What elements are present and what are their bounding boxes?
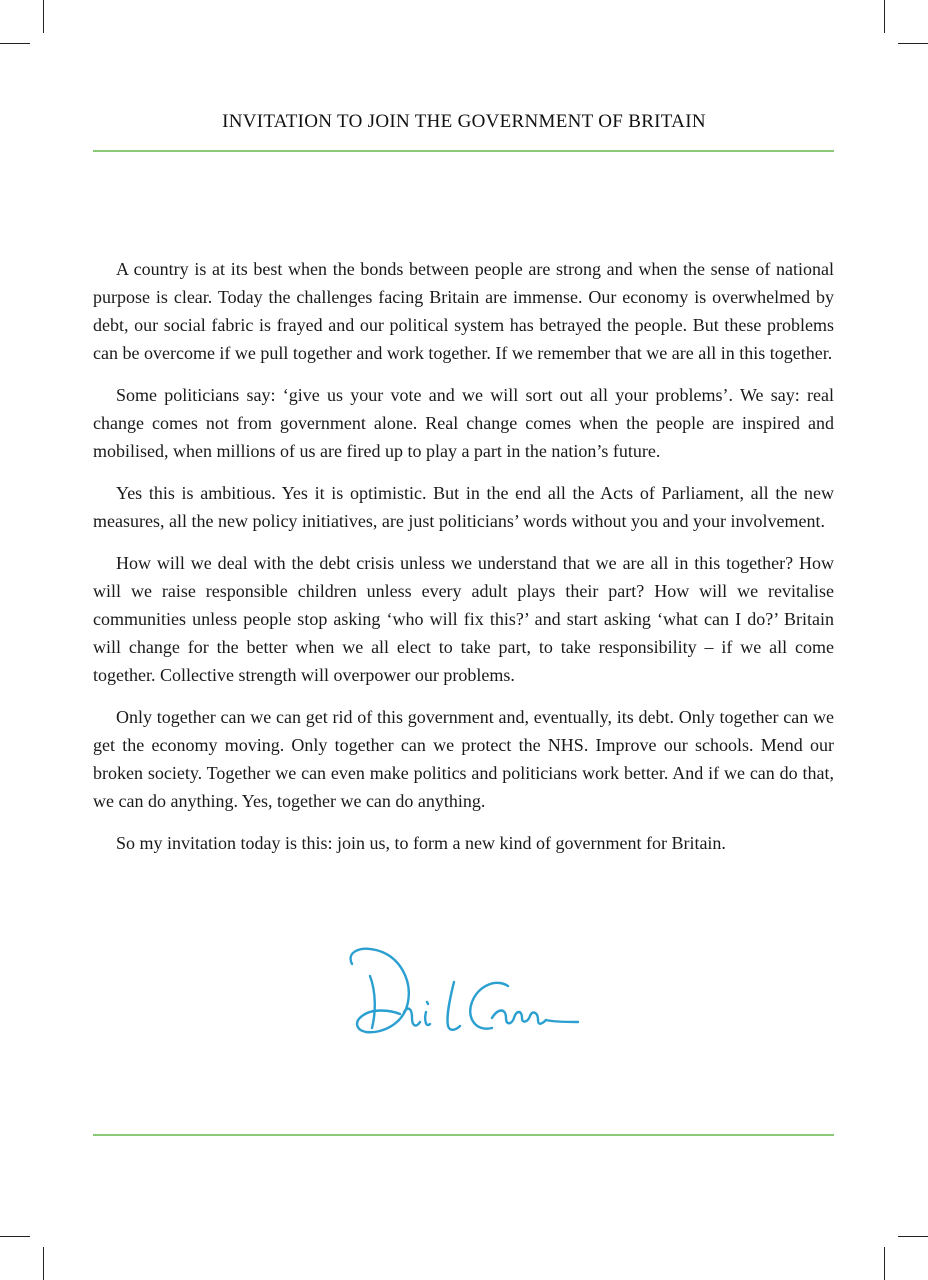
page-title: INVITATION TO JOIN THE GOVERNMENT OF BRITAIN — [222, 111, 706, 132]
signature-icon — [342, 942, 587, 1042]
crop-mark-bottom-left-vertical — [43, 1247, 44, 1280]
crop-mark-bottom-left-horizontal — [0, 1236, 30, 1237]
paragraph-5: Only together can we can get rid of this government and, eventually, its debt. Only together can we get the economy moving. Only together can we protect the NHS. Improve our schools. Mend our broken society. Together we can even make politics and politicians work better. And if we can do that, we can do anything. Yes, together we can do anything. — [93, 707, 834, 811]
crop-mark-top-left-vertical — [43, 0, 44, 33]
paragraph-1: A country is at its best when the bonds between people are strong and when the sense of national purpose is clear. Today the challenges facing Britain are immense. Our economy is overwhelmed by debt, our social fabric is frayed and our political system has betrayed the people. But these problems can be overcome if we pull together and work together. If we remember that we are all in this together. — [93, 259, 834, 363]
crop-mark-top-right-horizontal — [898, 43, 928, 44]
crop-mark-bottom-right-vertical — [884, 1247, 885, 1280]
paragraph-2: Some politicians say: ‘give us your vote and we will sort out all your problems’. We say: real change comes not from government alone. Real change comes when the people are inspired and mobilised, when millions of us are fired up to play a part in the nation’s future. — [93, 385, 834, 461]
paragraph-6: So my invitation today is this: join us, to form a new kind of government for Britain. — [116, 833, 726, 853]
paragraph-4: How will we deal with the debt crisis unless we understand that we are all in this together? How will we raise responsible children unless every adult plays their part? How will we revitalise communities unless people stop asking ‘who will fix this?’ and start asking ‘what can I do?’ Britain will change for the better when we all elect to take part, to take responsibility – if we all come together. Collective strength will overpower our problems. — [93, 553, 834, 685]
top-divider — [93, 150, 834, 152]
paragraph-3: Yes this is ambitious. Yes it is optimistic. But in the end all the Acts of Parliament, all the new measures, all the new policy initiatives, are just politicians’ words without you and your involvement. — [93, 483, 834, 531]
crop-mark-top-left-horizontal — [0, 43, 30, 44]
bottom-divider — [93, 1134, 834, 1136]
crop-mark-top-right-vertical — [884, 0, 885, 33]
crop-mark-bottom-right-horizontal — [898, 1236, 928, 1237]
letter-body — [93, 255, 834, 871]
